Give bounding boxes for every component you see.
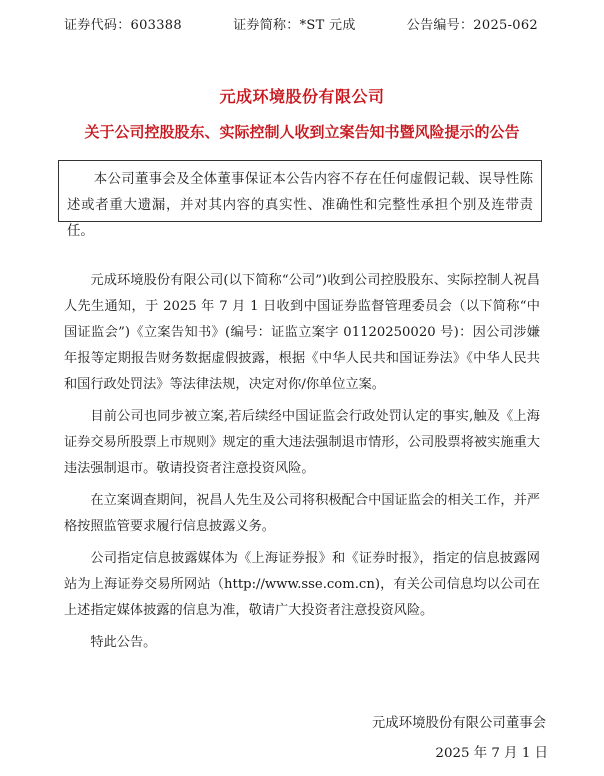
paragraph-disclosure-media: 公司指定信息披露媒体为《上海证券报》和《证券时报》，指定的信息披露网站为上海证券交易所网站（http://www.sse.com.cn)，有关公司信息均以公司在上述指定媒体披露的信息为准，敬请广大投资者注意投资风险。	[64, 551, 540, 618]
signature-org: 元成环境股份有限公司董事会	[371, 716, 546, 731]
signature-date: 2025 年 7 月 1 日	[435, 746, 548, 761]
stock-code: 证券代码：603388	[64, 18, 182, 33]
paragraph-closing: 特此公告。	[90, 635, 157, 650]
document-header	[64, 14, 538, 33]
paragraph-cooperation: 在立案调查期间，祝昌人先生及公司将积极配合中国证监会的相关工作，并严格按照监管要求履行信息披露义务。	[64, 493, 540, 534]
board-statement-box: 本公司董事会及全体董事保证本公告内容不存在任何虚假记载、误导性陈述或者重大遗漏，并对其内容的真实性、准确性和完整性承担个别及连带责任。	[58, 160, 542, 222]
notice-body	[64, 268, 540, 662]
paragraph-delisting-risk: 目前公司也同步被立案,若后续经中国证监会行政处罚认定的事实,触及《上海证券交易所股票上市规则》规定的重大违法强制退市情形，公司股票将被实施重大违法强制退市。敬请投资者注意投资风险。	[64, 409, 540, 476]
stock-abbreviation: 证券简称：*ST 元成	[233, 18, 356, 33]
paragraph-filing-notice: 元成环境股份有限公司(以下简称“公司”)收到公司控股股东、实际控制人祝昌人先生通知，于 2025 年 7 月 1 日收到中国证券监督管理委员会（以下简称“中国证监会”)《立案告知书》(编号：证监立案字 01120250020 号)：因公司涉嫌年报等定期报告财务数据虚假披露，根据《中华人民共和国证券法》《中华人民共和国行政处罚法》等法律法规，决定对你/你单位立案。	[64, 273, 540, 392]
notice-number: 公告编号：2025-062	[406, 18, 538, 33]
company-name: 元成环境股份有限公司	[219, 87, 385, 106]
notice-title: 关于公司控股股东、实际控制人收到立案告知书暨风险提示的公告	[84, 123, 520, 141]
